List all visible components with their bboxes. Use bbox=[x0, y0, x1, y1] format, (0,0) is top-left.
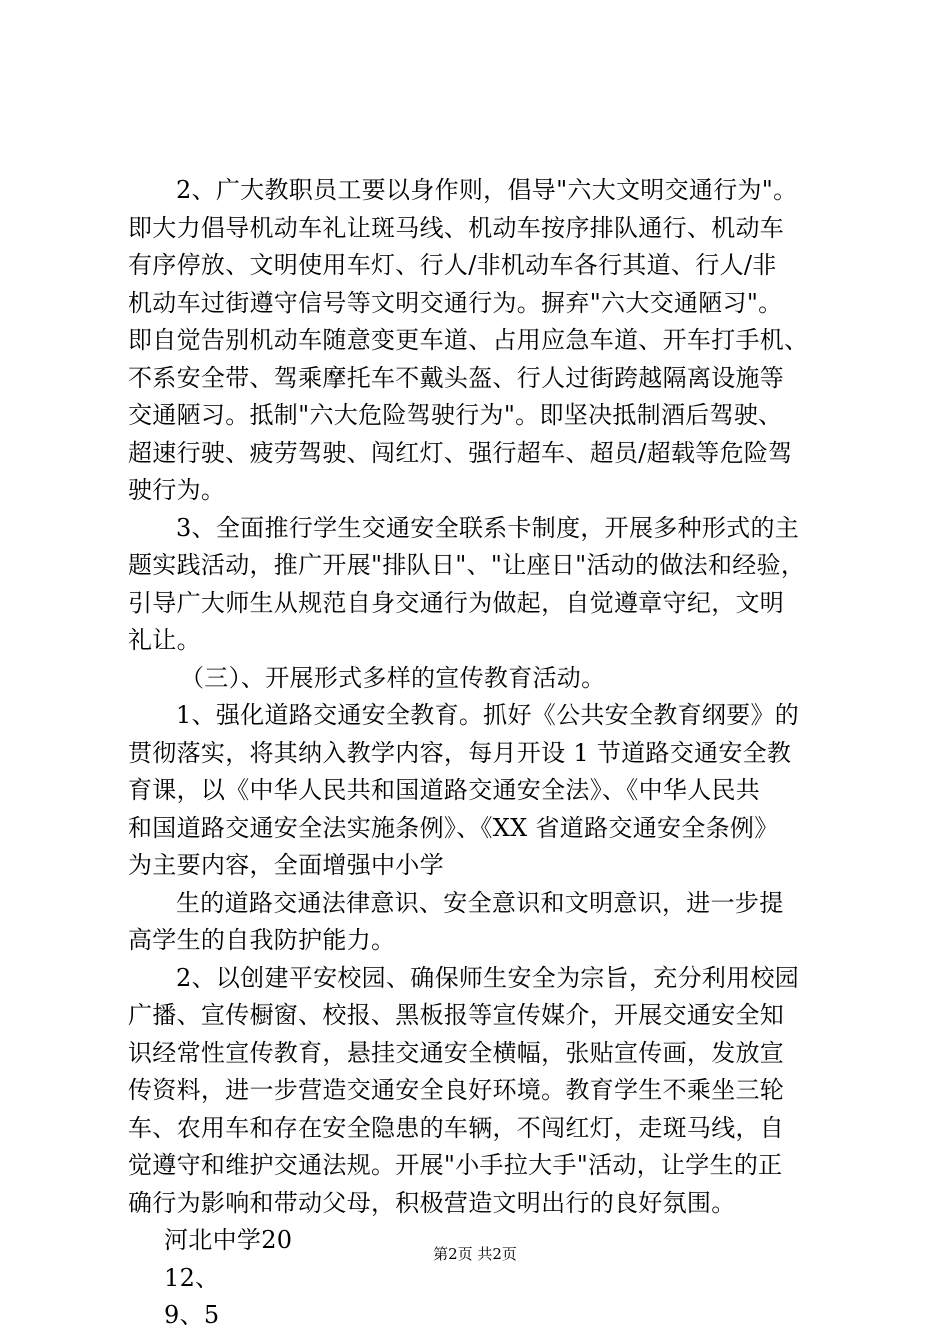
paragraph-line: 即大力倡导机动车礼让斑马线、机动车按序排队通行、机动车 bbox=[128, 213, 785, 242]
section-heading: （三）、开展形式多样的宣传教育活动。 bbox=[180, 663, 606, 692]
signature-date-line: 9、5 bbox=[164, 1301, 220, 1329]
paragraph-line: 觉遵守和维护交通法规。开展"小手拉大手"活动，让学生的正 bbox=[128, 1151, 783, 1179]
paragraph-line: 2、广大教职员工要以身作则，倡导"六大文明交通行为"。 bbox=[176, 176, 798, 204]
paragraph-line: 2、以创建平安校园、确保师生安全为宗旨，充分利用校园 bbox=[176, 963, 800, 992]
signature-date-line: 12、 bbox=[164, 1263, 220, 1292]
paragraph-line: 和国道路交通安全法实施条例》、《XX 省道路交通安全条例》 bbox=[128, 813, 779, 842]
paragraph-line: 3、全面推行学生交通安全联系卡制度，开展多种形式的主 bbox=[176, 513, 800, 542]
paragraph-line: 传资料，进一步营造交通安全良好环境。教育学生不乘坐三轮 bbox=[128, 1076, 785, 1104]
paragraph-line: 机动车过街遵守信号等文明交通行为。摒弃"六大交通陋习"。 bbox=[128, 288, 783, 317]
paragraph-line: 高学生的自我防护能力。 bbox=[128, 926, 396, 954]
paragraph-line: 驶行为。 bbox=[128, 476, 226, 504]
paragraph-line: 礼让。 bbox=[128, 626, 201, 654]
paragraph-line: 为主要内容，全面增强中小学 bbox=[128, 851, 444, 879]
paragraph-line: 题实践活动，推广开展"排队日"、"让座日"活动的做法和经验， bbox=[128, 551, 806, 579]
paragraph-line: 交通陋习。抵制"六大危险驾驶行为"。即坚决抵制酒后驾驶、 bbox=[128, 401, 783, 429]
paragraph-line: 车、农用车和存在安全隐患的车辆，不闯红灯，走斑马线，自 bbox=[128, 1113, 785, 1142]
document-body bbox=[128, 172, 828, 1335]
paragraph-line: 生的道路交通法律意识、安全意识和文明意识，进一步提 bbox=[176, 888, 784, 917]
paragraph-line: 确行为影响和带动父母，积极营造文明出行的良好氛围。 bbox=[128, 1188, 736, 1217]
page-footer bbox=[0, 1243, 950, 1265]
paragraph-line: 广播、宣传橱窗、校报、黑板报等宣传媒介，开展交通安全知 bbox=[128, 1001, 785, 1029]
paragraph-line: 引导广大师生从规范自身交通行为做起，自觉遵章守纪，文明 bbox=[128, 588, 785, 617]
paragraph-line: 不系安全带、驾乘摩托车不戴头盔、行人过街跨越隔离设施等 bbox=[128, 363, 785, 392]
paragraph-line: 贯彻落实，将其纳入教学内容，每月开设 1 节道路交通安全教 bbox=[128, 738, 792, 767]
page-number: 第2页 共2页 bbox=[433, 1245, 517, 1263]
paragraph-line: 有序停放、文明使用车灯、行人/非机动车各行其道、行人/非 bbox=[128, 251, 777, 279]
paragraph-line: 超速行驶、疲劳驾驶、闯红灯、强行超车、超员/超载等危险驾 bbox=[128, 438, 793, 467]
signature-school: 河北中学20 bbox=[164, 1226, 293, 1254]
paragraph-line: 育课，以《中华人民共和国道路交通安全法》、《中华人民共 bbox=[128, 776, 761, 804]
paragraph-line: 即自觉告别机动车随意变更车道、占用应急车道、开车打手机、 bbox=[128, 326, 809, 354]
paragraph-line: 1、强化道路交通安全教育。抓好《公共安全教育纲要》的 bbox=[176, 701, 800, 729]
paragraph-line: 识经常性宣传教育，悬挂交通安全横幅，张贴宣传画，发放宣 bbox=[128, 1038, 785, 1067]
